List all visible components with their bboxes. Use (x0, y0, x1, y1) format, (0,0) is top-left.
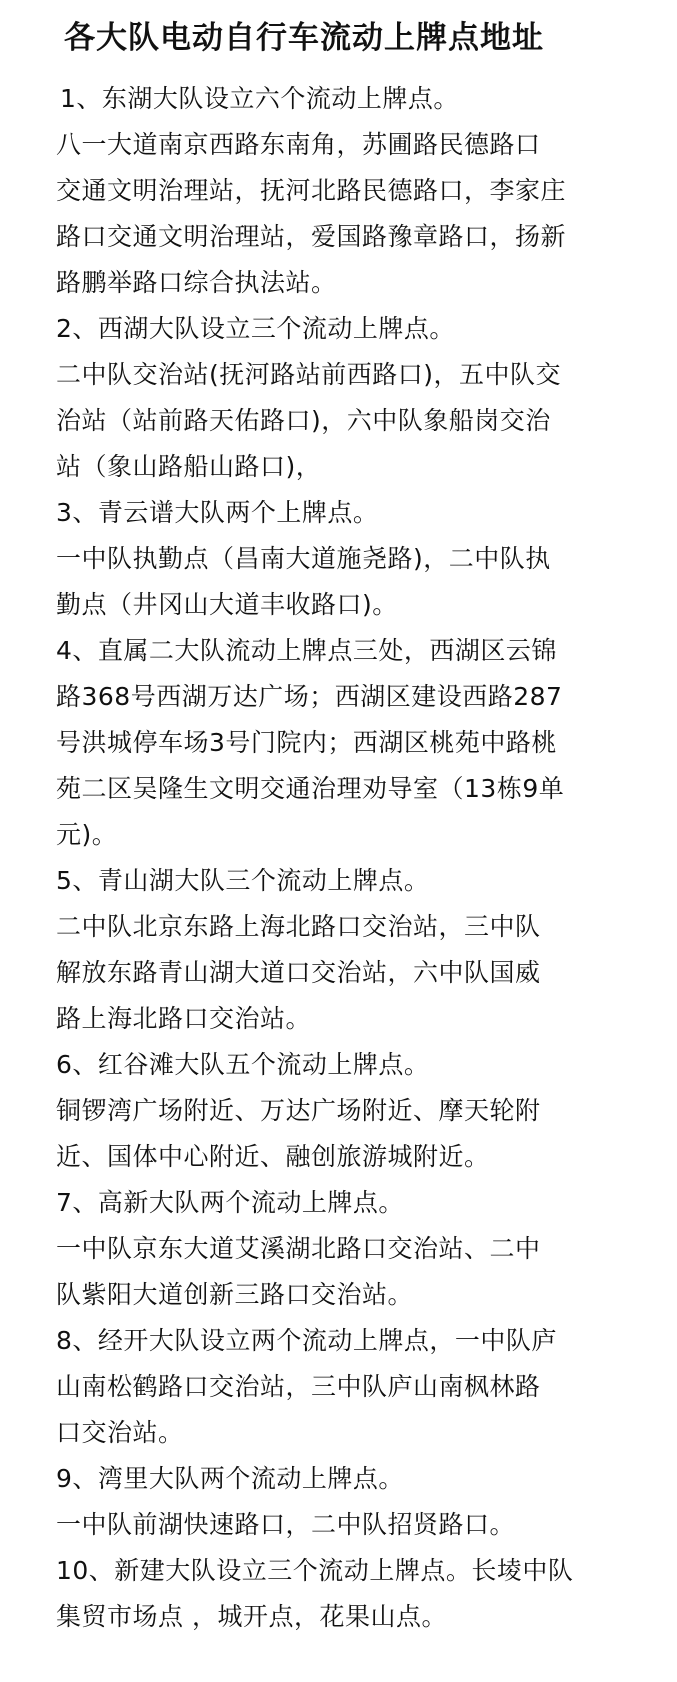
section-8 (56, 1318, 637, 1456)
section-heading: 7、高新大队两个流动上牌点。 (56, 1188, 404, 1217)
section-text-line: 近、国体中心附近、融创旅游城附近。 (56, 1142, 490, 1171)
section-heading: 10、新建大队设立三个流动上牌点。长堎中队 (56, 1556, 574, 1585)
section-5 (56, 858, 637, 1042)
section-text-line: 一中队执勤点（昌南大道施尧路)，二中队执 (56, 544, 551, 573)
section-heading: 4、直属二大队流动上牌点三处，西湖区云锦 (56, 636, 557, 665)
section-list (56, 76, 637, 1640)
section-text-line: 八一大道南京西路东南角，苏圃路民德路口 (56, 130, 541, 159)
section-text-line: 路鹏举路口综合执法站。 (56, 268, 337, 297)
section-4 (56, 628, 637, 858)
section-heading: 5、青山湖大队三个流动上牌点。 (56, 866, 430, 895)
section-text-line: 队紫阳大道创新三路口交治站。 (56, 1280, 414, 1309)
section-text-line: 路口交通文明治理站，爱国路豫章路口，扬新 (56, 222, 567, 251)
document-title: 各大队电动自行车流动上牌点地址 (64, 20, 544, 56)
section-text-line: 集贸市场点 ，城开点，花果山点。 (56, 1602, 447, 1631)
section-text-line: 元)。 (56, 820, 118, 849)
section-text-line: 交通文明治理站，抚河北路民德路口，李家庄 (56, 176, 567, 205)
section-text-line: 山南松鹤路口交治站，三中队庐山南枫林路 (56, 1372, 541, 1401)
section-1 (56, 76, 637, 306)
section-heading: 8、经开大队设立两个流动上牌点，一中队庐 (56, 1326, 557, 1355)
section-heading: 6、红谷滩大队五个流动上牌点。 (56, 1050, 430, 1079)
section-heading: 1、东湖大队设立六个流动上牌点。 (60, 84, 459, 113)
section-3 (56, 490, 637, 628)
section-text-line: 站（象山路船山路口)， (56, 452, 322, 481)
section-text-line: 铜锣湾广场附近、万达广场附近、摩天轮附 (56, 1096, 541, 1125)
section-heading: 2、西湖大队设立三个流动上牌点。 (56, 314, 455, 343)
section-text-line: 路368号西湖万达广场；西湖区建设西路287 (56, 682, 563, 711)
section-text-line: 解放东路青山湖大道口交治站，六中队国威 (56, 958, 541, 987)
section-7 (56, 1180, 637, 1318)
section-9 (56, 1456, 637, 1548)
section-text-line: 路上海北路口交治站。 (56, 1004, 312, 1033)
section-text-line: 一中队前湖快速路口，二中队招贤路口。 (56, 1510, 516, 1539)
section-10 (56, 1548, 637, 1640)
section-text-line: 二中队交治站(抚河路站前西路口)，五中队交 (56, 360, 562, 389)
section-text-line: 号洪城停车场3号门院内；西湖区桃苑中路桃 (56, 728, 557, 757)
section-text-line: 一中队京东大道艾溪湖北路口交治站、二中 (56, 1234, 541, 1263)
section-text-line: 二中队北京东路上海北路口交治站，三中队 (56, 912, 541, 941)
section-heading: 3、青云谱大队两个上牌点。 (56, 498, 379, 527)
section-6 (56, 1042, 637, 1180)
section-text-line: 口交治站。 (56, 1418, 184, 1447)
section-text-line: 治站（站前路天佑路口)，六中队象船岗交治 (56, 406, 551, 435)
section-heading: 9、湾里大队两个流动上牌点。 (56, 1464, 404, 1493)
section-text-line: 苑二区吴隆生文明交通治理劝导室（13栋9单 (56, 774, 565, 803)
section-2 (56, 306, 637, 490)
section-text-line: 勤点（井冈山大道丰收路口)。 (56, 590, 398, 619)
